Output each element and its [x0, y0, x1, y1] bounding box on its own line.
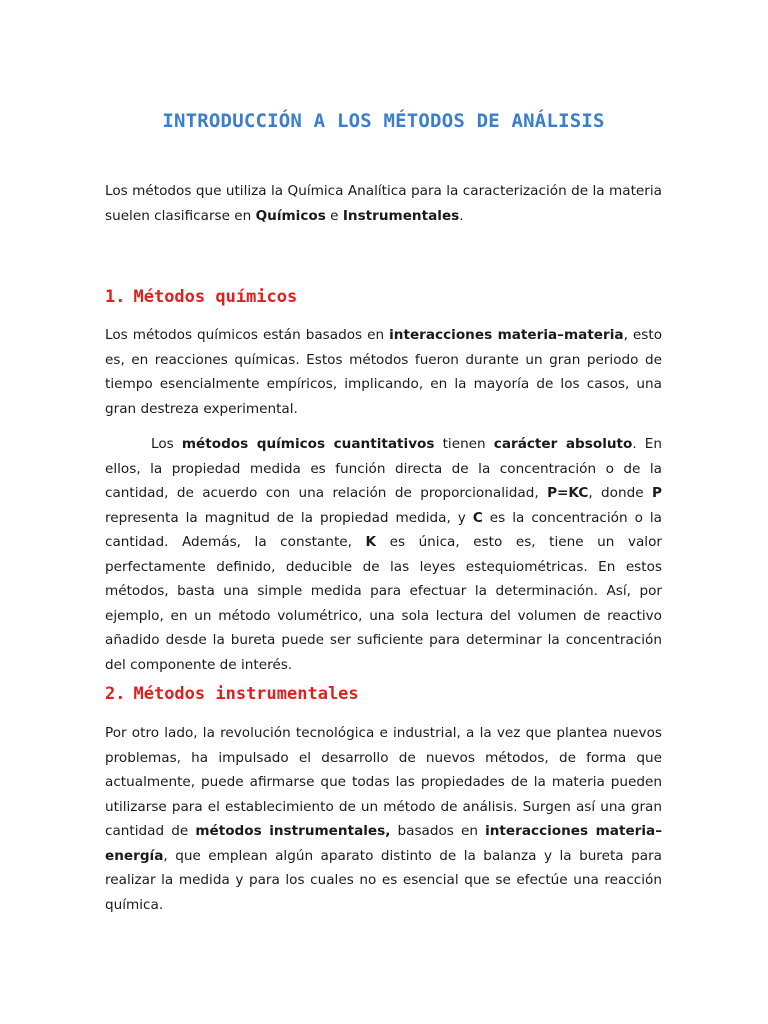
s2p1-bold-1: métodos instrumentales,	[195, 823, 391, 839]
s1p2-bold-6: K	[365, 534, 377, 550]
s1p1-text-2: , esto es, en reacciones químicas. Estos métodos fueron durante un gran periodo de tiempo esencialmente empíricos, implicando, en la mayoría de los casos, una gran destreza experimental.	[105, 327, 663, 417]
s2p1-text-3: , que emplean algún aparato distinto de la balanza y la bureta para realizar la medida y para los cuales no es esencial que se efectúe una reacción química.	[105, 847, 662, 913]
s1p2-bold-4: P	[652, 485, 662, 501]
s1p2-bold-1: métodos químicos cuantitativos	[181, 436, 435, 452]
section1-paragraph-1	[105, 323, 662, 421]
section1-title: Métodos químicos	[133, 287, 298, 307]
document-title: INTRODUCCIÓN A LOS MÉTODOS DE ANÁLISIS	[162, 110, 605, 132]
s1p2-text-3: . En ellos, la propiedad medida es función directa de la concentración o de la cantidad, de acuerdo con una relación de proporcionalidad,	[105, 436, 662, 501]
intro-text-1: Los métodos que utiliza la Química Analítica para la caracterización de la materia suelen clasificarse en	[105, 183, 662, 224]
s1p2-text-6: es la concentración o la cantidad. Además, la constante,	[105, 509, 662, 550]
s1p2-text-7: es única, esto es, tiene un valor perfectamente definido, deducible de las leyes estequiométricas. En estos métodos, basta una simple medida para efectuar la determinación. Así, por ejemplo, en un método volumétrico, una sola lectura del volumen de reactivo añadido desde la bureta puede ser suficiente para determinar la concentración del componente de interés.	[105, 534, 662, 673]
intro-bold-instrumentales: Instrumentales	[342, 207, 460, 224]
s2p1-text-2: basados en	[390, 823, 486, 839]
intro-text-3: .	[459, 207, 464, 224]
s1p1-text-1: Los métodos químicos están basados en	[105, 327, 390, 343]
s1p2-bold-5: C	[472, 509, 483, 526]
intro-bold-quimicos: Químicos	[255, 207, 326, 224]
section2-heading	[105, 684, 359, 704]
intro-paragraph	[105, 179, 662, 228]
s1p2-text-4: , donde	[588, 485, 653, 501]
section1-paragraph-2	[105, 432, 662, 677]
s2p1-bold-2: interacciones materia–energía	[105, 823, 663, 864]
intro-text-2: e	[325, 207, 343, 224]
section1-number: 1.	[105, 287, 126, 307]
section2-paragraph-1	[105, 721, 662, 917]
s1p2-bold-2: carácter absoluto	[493, 436, 633, 452]
s2p1-text-1: Por otro lado, la revolución tecnológica e industrial, a la vez que plantea nuevos problemas, ha impulsado el desarrollo de nuevos métodos, de forma que actualmente, puede afirmarse que todas las propiedades de la materia pueden utilizarse para el establecimiento de un método de análisis. Surgen así una gran cantidad de	[105, 725, 662, 839]
s1p2-text-5: representa la magnitud de la propiedad medida, y	[105, 509, 473, 526]
s1p2-text-1: Los	[151, 436, 182, 452]
section2-number: 2.	[105, 684, 126, 704]
section2-title: Métodos instrumentales	[133, 684, 359, 704]
s1p1-bold-1: interacciones materia–materia	[389, 327, 624, 343]
section1-heading	[105, 287, 297, 307]
s1p2-bold-3: P=KC	[547, 485, 589, 501]
s1p2-text-2: tienen	[434, 436, 494, 452]
